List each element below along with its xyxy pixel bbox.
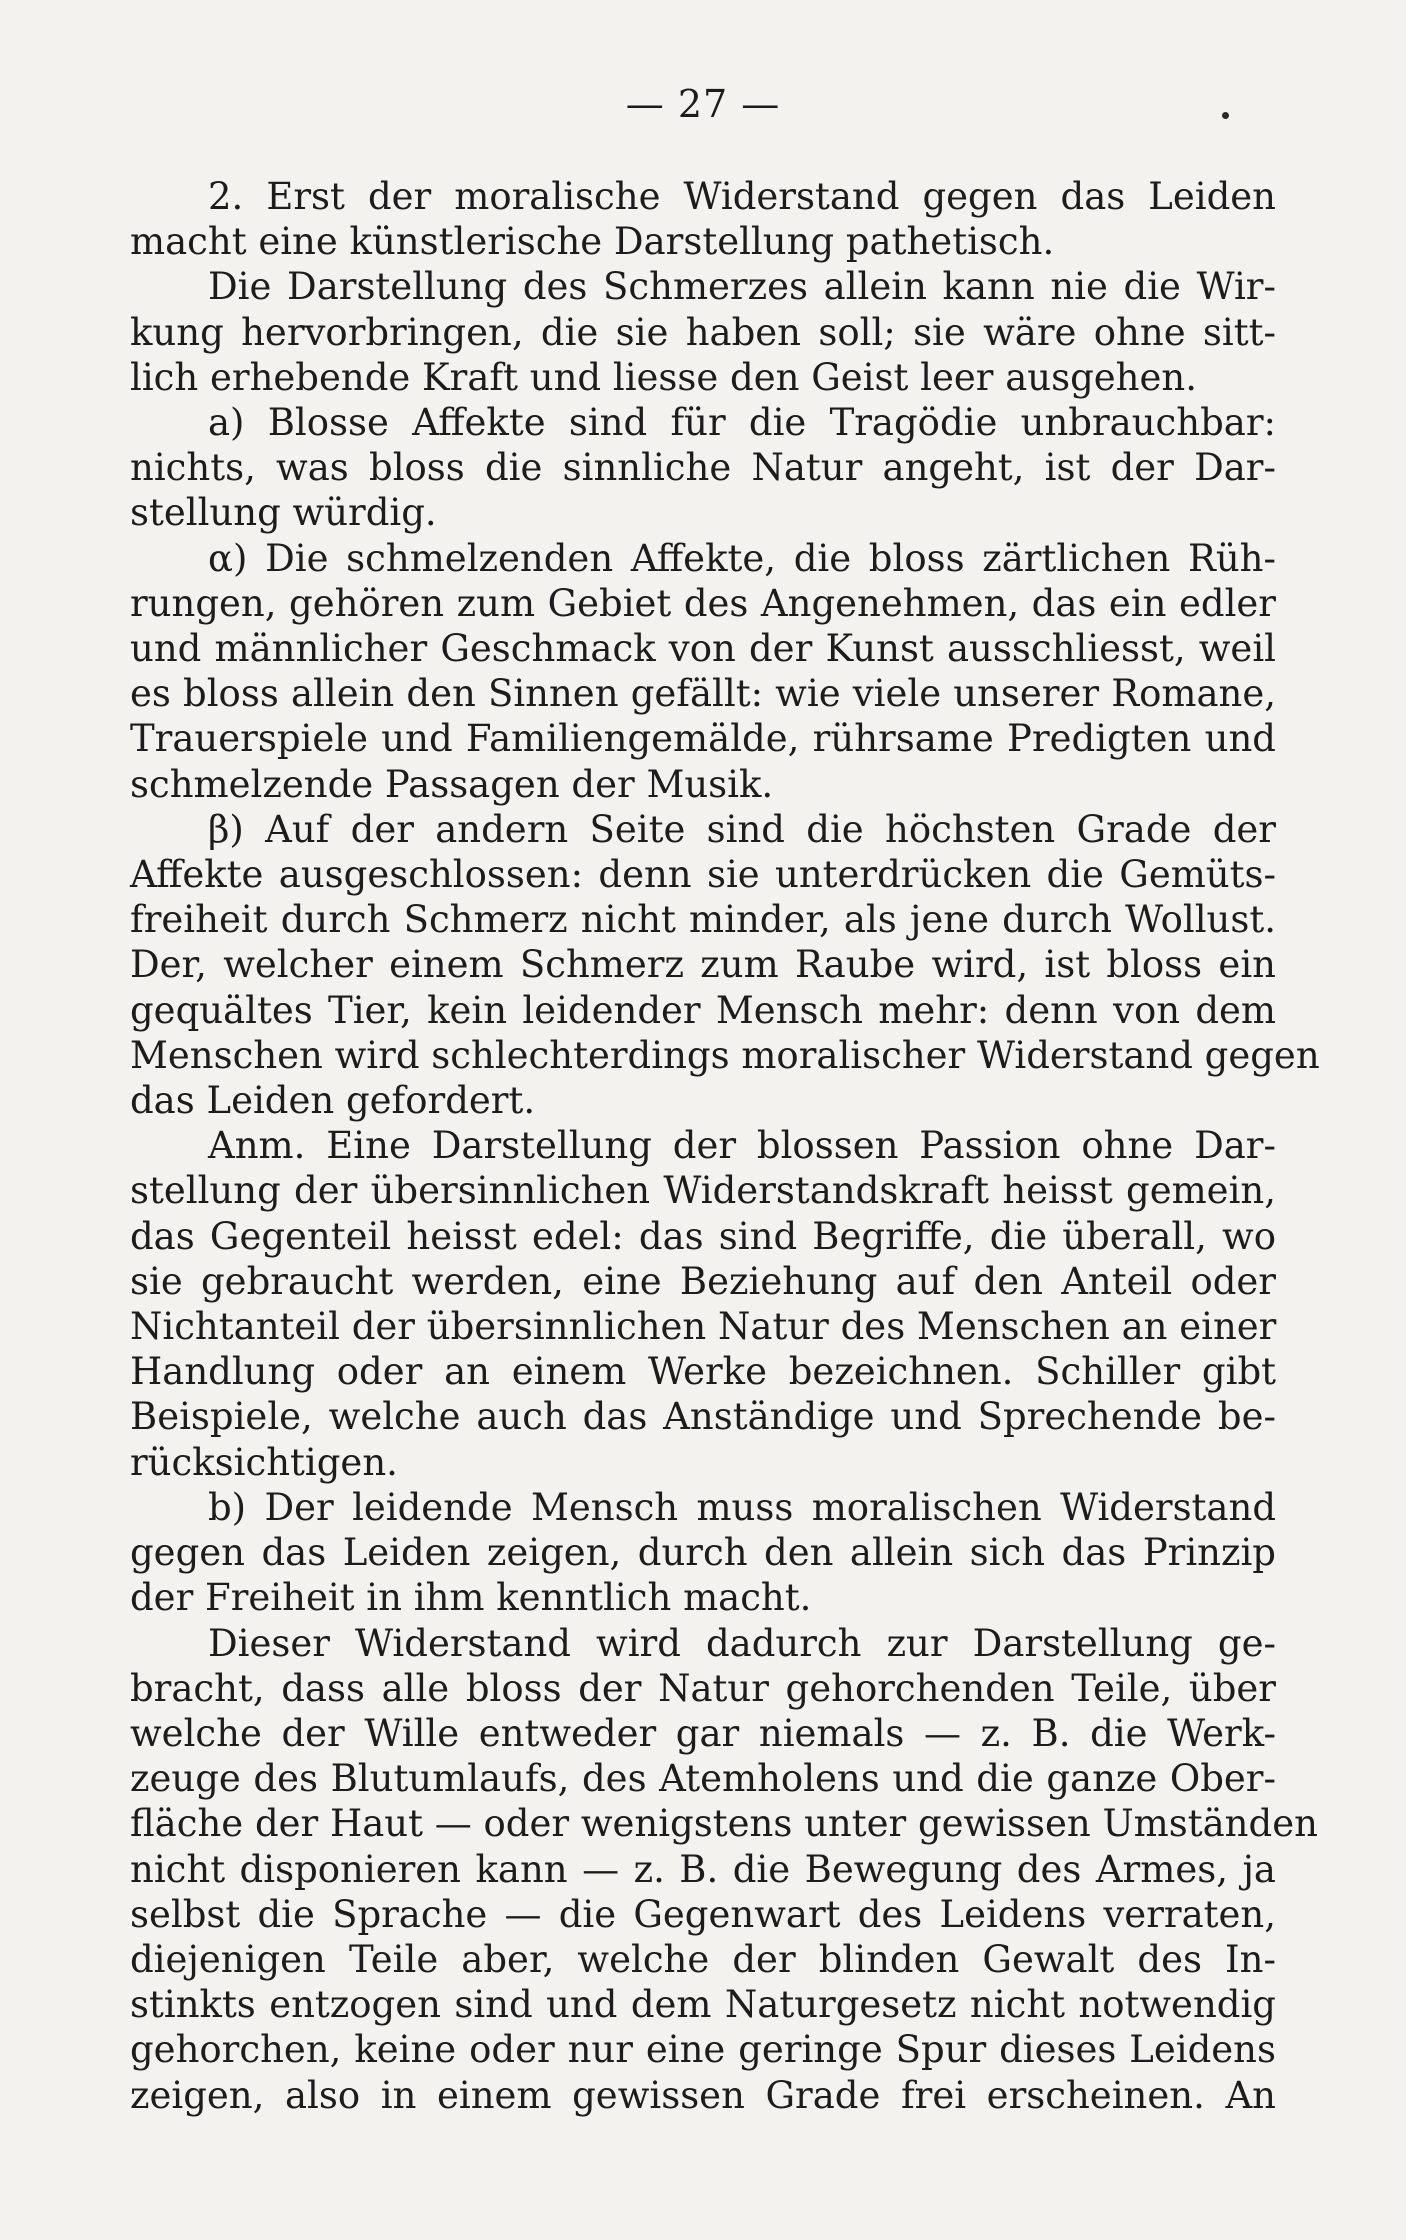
text-line: Anm. Eine Darstellung der blossen Passion ohne Dar- — [208, 1124, 1276, 1168]
text-line: Beispiele, welche auch das Anständige und Sprechende be- — [130, 1395, 1276, 1439]
text-line: lich erhebende Kraft und liesse den Geist leer ausgehen. — [130, 355, 1197, 399]
text-line: gegen das Leiden zeigen, durch den allein sich das Prinzip — [130, 1531, 1276, 1575]
text-line: a) Blosse Affekte sind für die Tragödie unbrauchbar: — [208, 401, 1276, 445]
text-line: bracht, dass alle bloss der Natur gehorchenden Teile, über — [130, 1666, 1276, 1710]
text-line: gequältes Tier, kein leidender Mensch mehr: denn von dem — [130, 988, 1276, 1032]
text-line: gehorchen, keine oder nur eine geringe Spur dieses Leidens — [130, 2028, 1276, 2072]
text-line: das Gegenteil heisst edel: das sind Begriffe, die überall, wo — [130, 1214, 1276, 1258]
text-line: kung hervorbringen, die sie haben soll; sie wäre ohne sitt- — [130, 310, 1276, 354]
text-line: welche der Wille entweder gar niemals — z. B. die Werk- — [130, 1711, 1276, 1755]
text-line: 2. Erst der moralische Widerstand gegen das Leiden — [208, 175, 1276, 218]
text-line: macht eine künstlerische Darstellung pathetisch. — [130, 220, 1055, 264]
text-line: zeuge des Blutumlaufs, des Atemholens und die ganze Ober- — [130, 1757, 1276, 1801]
text-line: es bloss allein den Sinnen gefällt: wie viele unserer Romane, — [130, 672, 1276, 716]
text-line: Handlung oder an einem Werke bezeichnen. Schiller gibt — [130, 1350, 1276, 1394]
text-line: selbst die Sprache — die Gegenwart des Leidens verraten, — [130, 1892, 1276, 1936]
text-line: schmelzende Passagen der Musik. — [130, 762, 774, 806]
text-line: sie gebraucht werden, eine Beziehung auf den Anteil oder — [130, 1259, 1276, 1303]
text-line: rungen, gehören zum Gebiet des Angenehmen, das ein edler — [130, 581, 1276, 625]
text-line: b) Der leidende Mensch muss moralischen Widerstand — [208, 1485, 1276, 1529]
text-line: stinkts entzogen sind und dem Naturgesetz nicht notwendig — [130, 1983, 1276, 2027]
text-line: α) Die schmelzenden Affekte, die bloss zärtlichen Rüh- — [208, 536, 1276, 580]
text-line: Nichtanteil der übersinnlichen Natur des Menschen an einer — [130, 1305, 1277, 1349]
body-text — [130, 174, 1320, 2118]
text-line: Menschen wird schlechterdings moralischer Widerstand gegen — [130, 1033, 1320, 1077]
text-line: stellung der übersinnlichen Widerstandskraft heisst gemein, — [130, 1169, 1276, 1213]
text-line: Die Darstellung des Schmerzes allein kann nie die Wir- — [208, 265, 1276, 309]
text-line: stellung würdig. — [130, 491, 437, 535]
text-line: freiheit durch Schmerz nicht minder, als jene durch Wollust. — [130, 898, 1276, 942]
text-line: diejenigen Teile aber, welche der blinden Gewalt des In- — [130, 1937, 1276, 1981]
text-line: nicht disponieren kann — z. B. die Bewegung des Armes, ja — [130, 1847, 1276, 1891]
text-line: rücksichtigen. — [130, 1440, 398, 1484]
text-line: und männlicher Geschmack von der Kunst ausschliesst, weil — [130, 627, 1276, 671]
text-line: fläche der Haut — oder wenigstens unter gewissen Umständen — [130, 1802, 1318, 1846]
text-line: Dieser Widerstand wird dadurch zur Darstellung ge- — [208, 1621, 1276, 1665]
text-line: zeigen, also in einem gewissen Grade frei erscheinen. An — [130, 2073, 1276, 2117]
text-line: Der, welcher einem Schmerz zum Raube wird, ist bloss ein — [130, 943, 1276, 987]
text-line: β) Auf der andern Seite sind die höchsten Grade der — [208, 807, 1276, 851]
text-line: der Freiheit in ihm kenntlich macht. — [130, 1576, 812, 1620]
print-speck — [1222, 112, 1229, 119]
text-line: Affekte ausgeschlossen: denn sie unterdrücken die Gemüts- — [130, 853, 1276, 897]
text-line: Trauerspiele und Familiengemälde, rührsame Predigten und — [130, 717, 1276, 761]
text-line: das Leiden gefordert. — [130, 1079, 536, 1123]
text-line: nichts, was bloss die sinnliche Natur angeht, ist der Dar- — [130, 446, 1276, 490]
page-number: — 27 — — [625, 82, 781, 126]
